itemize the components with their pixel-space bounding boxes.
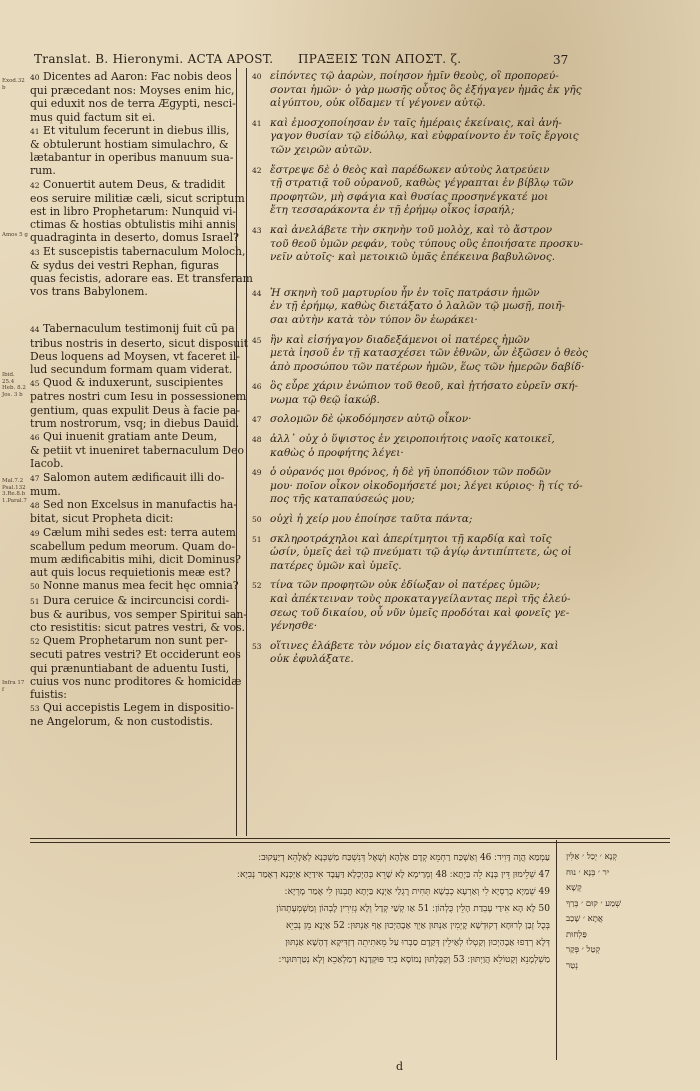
verse-number: 48 [252,435,262,445]
greek-line: ἔστρεψε δὲ ὁ θεὸς καὶ παρέδωκεν αὐτοὺς λατρεύειν [270,163,550,176]
latin-text: & obtulerunt hostiam simulachro, & [30,138,229,152]
latin-text: cuius vos nunc proditores & homicidæ [30,674,242,688]
verse-number: 43 [252,225,262,235]
latin-text: patres nostri cum Iesu in possessionem [30,390,247,404]
latin-text: Iacob. [30,457,64,471]
latin-text: Sed non Excelsus in manufactis ha- [42,498,237,512]
latin-text: fuistis: [30,687,67,701]
latin-text: Conuertit autem Deus, & tradidit [42,177,226,191]
greek-verse [252,380,579,407]
latin-line [30,634,252,648]
verse-number: 50 [252,515,262,525]
verse-number: 50 [30,582,40,592]
verse-number: 49 [30,528,40,538]
latin-text: Quem Prophetarum non sunt per- [42,634,228,648]
footer-rule [30,842,670,843]
latin-text: Deus loquens ad Moysen, vt faceret il- [30,349,240,363]
latin-line [30,231,252,244]
greek-verse [252,639,566,667]
greek-line: αἰγύπτου, οὐκ οἴδαμεν τί γέγονεν αὐτῷ. [270,97,486,110]
latin-line [30,417,252,430]
greek-line: καθὼς ὁ προφήτης λέγει· [270,446,404,459]
gloss-line: יר ׳ בְּנָא ׳ נוּח [566,867,610,878]
latin-line [30,579,252,593]
greek-verse [252,70,582,111]
greek-verse [252,532,572,574]
syriac-line: 47 שְׁלֵימוּן דֵּין בְּנָא לֵה בַּיְתָא ׃ 48 וְמְרַימָא לָא שָׁרֵא בְּהַיְכְלָא דַּעֲבָד אִידַיָא אַיְכְּנָא דְאֶמַר נְבִיָא ׃ [237,870,550,880]
latin-text: lud secundum formam quam viderat. [30,363,233,377]
greek-line: τῶν χειρῶν αὐτῶν. [270,143,373,156]
latin-line [30,84,252,97]
gloss-line: נְטַר [566,960,579,971]
latin-line [30,350,252,363]
gloss-rule [556,840,557,1060]
gloss-line: פַּלְחוּת [566,929,587,940]
greek-line: ὁ οὐρανός μοι θρόνος, ἡ δὲ γῆ ὑποπόδιον τῶν ποδῶν [270,466,551,479]
margin-note: Exod.32 b [2,78,25,91]
verse-number: 51 [30,596,40,606]
verse-number: 45 [30,379,40,389]
latin-line [30,526,252,540]
verse-number: 47 [30,473,40,483]
verse-number: 46 [30,433,40,443]
latin-line [30,192,252,205]
latin-line [30,553,252,566]
latin-line [30,404,252,417]
latin-text: mus quid factum sit ei. [30,110,156,124]
latin-text: Dura ceruice & incircuncisi cordi- [42,593,230,607]
latin-text: Quod & induxerunt, suscipientes [42,376,224,390]
header-right: ΠΡΑΞΕΙΣ ΤΩΝ ΑΠΟΣΤ. ζ. [298,52,462,66]
greek-line: Ἡ σκηνὴ τοῦ μαρτυρίου ἦν ἐν τοῖς πατράσιν ἡμῶν [270,286,540,299]
latin-text: cto resistitis: sicut patres vestri, & vos. [30,620,246,634]
latin-text: trum nostrorum, vsq; in diebus Dauid. [30,416,240,430]
header-left: Translat. B. Hieronymi. ACTA APOST. [34,52,274,66]
margin-note: Ibid. 25.4 Heb. 8.2 Jos. 3 b [2,372,26,398]
verse-number: 47 [252,415,262,425]
gloss-line: קְנָא ׳ יְכַל ׳ אַלִּין [566,852,617,862]
latin-text: ne Angelorum, & non custodistis. [30,715,213,729]
verse-number: 40 [30,73,40,82]
greek-line: ὠσίν, ὑμεῖς ἀεὶ τῷ πνεύματι τῷ ἁγίῳ ἀντιπίπτετε, ὡς οἱ [270,546,572,559]
latin-text: secuti patres vestri? Et occiderunt eos [30,648,241,662]
greek-line: ἣν καὶ εἰσήγαγον διαδεξάμενοι οἱ πατέρες ἡμῶν [270,333,530,346]
greek-verse [252,286,566,328]
latin-line [30,457,252,470]
latin-text: quadraginta in deserto, domus Israel? [30,231,239,245]
latin-line [30,701,252,715]
latin-line [30,322,252,336]
page-number: 37 [553,53,569,67]
paragraph-gap [256,271,566,287]
verse-number: 41 [30,126,40,136]
greek-verse [252,466,583,507]
latin-line [30,111,252,124]
greek-verse [252,223,584,265]
latin-text: Tabernaculum testimonij fuit cū pa [42,322,235,336]
latin-line [30,285,252,298]
verse-number: 44 [252,288,262,298]
latin-line [30,218,252,231]
greek-verse [252,413,566,427]
greek-line: μετὰ ἰησοῦ ἐν τῇ κατασχέσει τῶν ἐθνῶν, ὧν ἐξῶσεν ὁ θεὸς [270,347,589,360]
verse-number: 53 [252,641,262,651]
gloss-line: שְׁמַע ׳ קוּם ׳ בְּרַךְ [566,898,622,909]
greek-verse [252,163,574,218]
latin-text: lætabantur in operibus manuum sua- [30,151,234,165]
latin-line [30,621,252,634]
verse-number: 52 [252,581,262,591]
verse-number: 53 [30,704,40,714]
verse-number: 49 [252,468,262,478]
greek-line: οἵτινες ἐλάβετε τὸν νόμον εἰς διαταγὰς ἀγγέλων, καὶ [270,639,559,652]
greek-line: καὶ ἐμοσχοποίησαν ἐν ταῖς ἡμέραις ἐκείναις, καὶ ἀνή- [270,116,562,129]
latin-line [30,608,252,621]
greek-line: γένησθε· [270,620,318,633]
greek-line: σκληροτράχηλοι καὶ ἀπερίτμητοι τῇ καρδίᾳ καὶ τοῖς [270,532,552,545]
paragraph-gap [30,306,252,322]
signature-mark: d [396,1060,404,1073]
verse-number: 45 [252,335,262,345]
latin-text: scabellum pedum meorum. Quam do- [30,539,236,553]
syriac-line: 49 שְׁמַיָא כֻרְסְיָא לִי וְאַרְעָא כְבְשָׁא תְּחִית רֶגְלַי אַיְנָא בַּיְתָא תֶבְנוּן לִי אֶמַר מָרְיָא ׃ [284,887,550,897]
greek-verse [252,513,566,527]
latin-line [30,675,252,688]
latin-text: qui prænuntiabant de aduentu Iusti, [30,661,230,675]
latin-line [30,151,252,164]
latin-paragraph [30,322,252,728]
latin-line [30,70,252,84]
latin-paragraph [30,70,252,298]
greek-line: οὐκ ἐφυλάξατε. [270,653,354,666]
greek-line: ἀλλ᾽ οὐχ ὁ ὕψιστος ἐν χειροποιήτοις ναοῖς κατοικεῖ, [270,433,555,446]
syriac-line: עַמְמַא הֲוָה דָּוִיד ׃ 46 וְאַשְׁכַּח רַחְמֵא קְדָם אַלָהָא וְשְׁאֶל דְּנִשְׁכַּח מַשְׁכְּנָא לְאַלָהֵא דְיַעְקוּב ׃ [258,853,550,863]
gloss-line: קְשָׁא [566,883,582,893]
latin-text: aut quis locus requietionis meæ est? [30,566,231,580]
latin-text: Salomon autem ædificauit illi do- [42,470,225,484]
latin-text: & sydus dei vestri Rephan, figuras [30,258,219,272]
latin-line [30,178,252,192]
greek-line: οὐχὶ ἡ χείρ μου ἐποίησε ταῦτα πάντα; [270,513,473,526]
greek-verse [252,116,579,158]
greek-line: εἰπόντες τῷ ἀαρὼν, ποίησον ἡμῖν θεοὺς, οἳ προπορεύ- [270,70,559,82]
greek-line: τῇ στρατιᾷ τοῦ οὐρανοῦ, καθὼς γέγραπται ἐν βίβλῳ τῶν [270,177,574,190]
greek-line: ἀπὸ προσώπου τῶν πατέρων ἡμῶν, ἕως τῶν ἡμερῶν δαβίδ· [270,360,585,373]
verse-number: 41 [252,118,262,128]
latin-line [30,390,252,403]
latin-line [30,688,252,701]
latin-text: Nonne manus mea fecit hęc omnia? [42,579,239,593]
latin-line [30,715,252,728]
syriac-line: דְּלָא רְדַפוּ אַבָהַיְכוּן וְקַטְלוּ לְאַילֵין דְּקַדֶם סַבְרוּ עַל מֵאתִיתֵה דְזַדִּיקָא דְהָשָׁא אַנְתּוּן [285,938,550,948]
verse-number: 40 [252,72,262,81]
latin-line [30,245,252,259]
latin-text: mum. [30,484,61,498]
verse-number: 42 [252,165,262,175]
greek-line: γαγον θυσίαν τῷ εἰδώλῳ, καὶ εὐφραίνοντο ἐν τοῖς ἔργοις [270,130,579,143]
latin-text: Et vitulum fecerunt in diebus illis, [42,123,230,137]
latin-line [30,97,252,110]
greek-line: ἐν τῇ ἐρήμῳ, καθὼς διετάξατο ὁ λαλῶν τῷ μωσῇ, ποιῆ- [270,300,566,313]
margin-note: Amos 5 g [2,232,28,238]
greek-line: τίνα τῶν προφητῶν οὐκ ἐδίωξαν οἱ πατέρες ὑμῶν; [270,579,541,592]
latin-line [30,272,252,285]
latin-text: tribus nostris in deserto, sicut disposuit [30,336,249,350]
verse-number: 48 [30,501,40,511]
verse-number: 46 [252,382,262,392]
greek-line: σολομῶν δὲ ᾠκοδόμησεν αὐτῷ οἶκον· [270,413,472,426]
greek-line: προφητῶν, μὴ σφάγια καὶ θυσίας προσηνέγκατέ μοι [270,190,549,203]
latin-text: qui eduxit nos de terra Ægypti, nesci- [30,97,236,111]
greek-line: σεως τοῦ δικαίου, οὗ νῦν ὑμεῖς προδόται καὶ φονεῖς γε- [270,606,570,619]
latin-line [30,337,252,350]
syriac-line: בְּכֻל זְבַן לְרוּחָא דְקוּדְשָׁא קָיְמִין אַנְתּוּן אַיְךְ אַבָהַיְכוּן אָף אַנְתּוּן ׃ 52 אַיְנָא מֵן נְבִיֵא [285,921,550,931]
latin-text: & petiit vt inueniret tabernaculum Deo [30,444,244,458]
latin-line [30,662,252,675]
latin-line [30,512,252,525]
footer-rule [30,838,670,839]
greek-line: σαι αὐτὴν κατὰ τὸν τύπον ὃν ἑωράκει· [270,313,478,326]
latin-text: quas fecistis, adorare eas. Et transferam [30,272,253,286]
latin-line [30,376,252,390]
latin-line [30,444,252,457]
latin-text: eos seruire militiæ cæli, sicut scriptum [30,191,245,205]
latin-column [30,70,252,737]
latin-line [30,498,252,512]
verse-number: 51 [252,534,262,544]
greek-line: καὶ ἀνελάβετε τὴν σκηνὴν τοῦ μολὸχ, καὶ τὸ ἄστρον [270,223,553,236]
latin-text: Et suscepistis tabernaculum Moloch, [42,244,246,258]
greek-line: πατέρες ὑμῶν καὶ ὑμεῖς. [270,559,402,572]
latin-text: ctimas & hostias obtulistis mihi annis [30,218,236,232]
verse-number: 52 [30,637,40,647]
latin-line [30,485,252,498]
latin-text: Qui inuenit gratiam ante Deum, [42,430,218,444]
latin-line [30,566,252,579]
greek-verse [252,333,589,375]
latin-text: bitat, sicut Propheta dicit: [30,512,174,526]
syriac-gloss [566,850,676,974]
latin-line [30,138,252,151]
syriac-text [90,850,550,969]
latin-line [30,648,252,661]
latin-line [30,594,252,608]
greek-line: πος τῆς καταπαύσεώς μου; [270,493,415,506]
latin-line [30,164,252,177]
latin-line [30,540,252,553]
greek-verse [252,433,566,460]
latin-text: Cælum mihi sedes est: terra autem [42,525,236,539]
syriac-line: מַשְׁלְמָנֵא וְקָטוֹלֵא הֲוַיְתּוּן ׃ 53 וְקַבֶּלְתּוּן נָמוֹסָא בְיַד פּוּקְדָנָא דְמַלְאַכֵא וְלָא נְטַרְתּוּנָוי ׃ [278,955,550,965]
latin-line [30,471,252,485]
greek-line: ὃς εὗρε χάριν ἐνώπιον τοῦ θεοῦ, καὶ ᾐτήσατο εὑρεῖν σκή- [270,380,579,393]
greek-line: νεῖν αὐτοῖς· καὶ μετοικιῶ ὑμᾶς ἐπέκεινα βαβυλῶνος. [270,251,556,264]
gloss-line: אֲתָא ׳ שָׁכַב [566,914,604,924]
latin-line [30,124,252,138]
verse-number: 44 [30,325,40,335]
greek-line: καὶ ἀπέκτειναν τοὺς προκαταγγείλαντας περὶ τῆς ἐλεύ- [270,593,571,605]
greek-column [252,70,589,673]
latin-line [30,430,252,444]
verse-number: 42 [30,180,40,190]
latin-text: mum ædificabitis mihi, dicit Dominus? [30,552,241,566]
greek-line: μου· ποῖον οἶκον οἰκοδομήσετέ μοι; λέγει κύριος· ἢ τίς τό- [270,479,583,492]
margin-note: Infra 17 f [2,680,25,693]
latin-text: Dicentes ad Aaron: Fac nobis deos [42,70,232,83]
syriac-line: 50 לָא הָא אִידַי עֶבְדַת הָלֵין כֻּלְהוֹן ׃ 51 אַו קְשַׁי קְדָל וְלָא גְזִירִין לֶבְהוֹן וְמַשְׁמְעָתְהוֹן [276,904,550,914]
latin-line [30,205,252,218]
latin-text: bus & auribus, vos semper Spiritui san- [30,607,247,621]
latin-text: gentium, quas expulit Deus à facie pa- [30,403,240,417]
latin-line [30,259,252,272]
greek-line: σονται ἡμῶν· ὁ γὰρ μωσῆς οὗτος ὃς ἐξήγαγεν ἡμᾶς ἐκ γῆς [270,83,582,96]
latin-text: vos trans Babylonem. [30,285,148,299]
latin-text: est in libro Prophetarum: Nunquid vi- [30,205,237,219]
margin-note: Mal.7.2 Psal.132 3.Re.8.b 1.Paral.7 [2,478,27,504]
latin-text: rum. [30,164,56,178]
gloss-line: קְטַל ׳ פְּקַר [566,945,601,955]
latin-text: Qui accepistis Legem in dispositio- [42,701,234,715]
greek-line: νωμα τῷ θεῷ ἰακώβ. [270,393,380,406]
latin-line [30,363,252,376]
verse-number: 43 [30,247,40,257]
greek-line: τοῦ θεοῦ ὑμῶν ρεφάν, τοὺς τύπους οὓς ἐποιήσατε προσκυ- [270,237,584,250]
latin-text: qui præcedant nos: Moyses enim hic, [30,84,235,98]
greek-verse [252,579,571,633]
greek-line: ἔτη τεσσαράκοντα ἐν τῇ ἐρήμῳ οἶκος ἰσραήλ; [270,204,515,217]
